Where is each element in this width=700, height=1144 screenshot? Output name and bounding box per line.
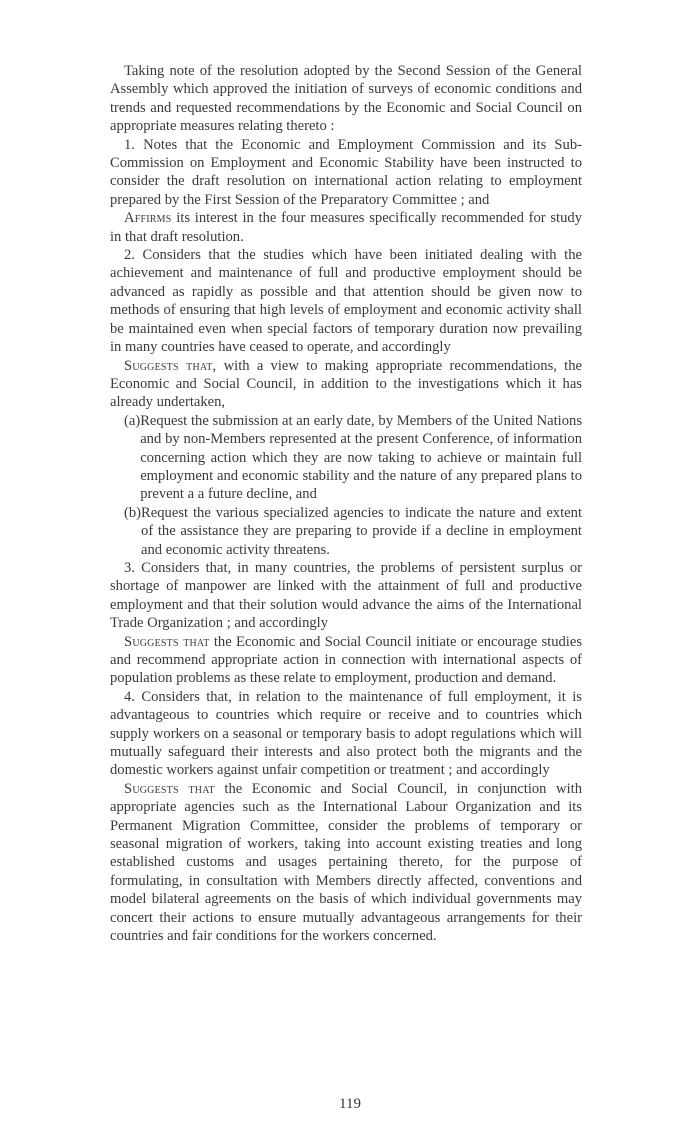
sub-item-a-text: Request the submission at an early date, by Members of the United Nations and by non-Members represented at the present Conference, of information concerning action which they are now taking to achieve or maintain full employment and economic stability and the nature of any prepared plans to prevent a a future decline, and bbox=[140, 412, 582, 503]
affirms-text: its interest in the four measures specifically recommended for study in that draft resolution. bbox=[110, 210, 582, 245]
suggests-lead-1: Suggests that, bbox=[124, 357, 217, 374]
sub-item-b bbox=[110, 504, 582, 559]
sub-item-a bbox=[110, 412, 582, 504]
suggests-paragraph-1 bbox=[110, 357, 582, 412]
page-number: 119 bbox=[339, 1096, 361, 1112]
suggests-text-2: the Economic and Social Council initiate or encourage studies and recommend appropriate action in connection with international aspects of population problems as these relate to employment, production and demand. bbox=[110, 633, 582, 687]
suggests-paragraph-2 bbox=[110, 633, 582, 688]
document-body bbox=[110, 62, 582, 946]
paragraph-2: 2. Considers that the studies which have been initiated dealing with the achievement and maintenance of full and productive employment should be advanced as rapidly as possible and that attention should be given now to methods of ensuring that high levels of employment and economic activity shall be maintained even when special factors of temporary duration now prevailing in many countries have ceased to operate, and accordingly bbox=[110, 247, 582, 356]
sub-item-a-label: (a) bbox=[124, 412, 141, 429]
suggests-lead-2: Suggests that bbox=[124, 633, 210, 650]
paragraph-4: 4. Considers that, in relation to the maintenance of full employment, it is advantageous to countries which require or receive and to countries which supply workers on a seasonal or temporary basis to adopt regulations which will mutually safeguard their interests and also protect both the migrants and the domestic workers against unfair competition or treatment ; and accordingly bbox=[110, 688, 582, 779]
suggests-text-3: the Economic and Social Council, in conjunction with appropriate agencies such as the International Labour Organization and its Permanent Migration Committee, consider the problems of temporary or seasonal migration of workers, taking into account existing treaties and long established customs and usages pertaining thereto, for the purpose of formulating, in consultation with Members directly affected, conventions and model bilateral agreements on the basis of which individual governments may concert their actions to ensure mutually advantageous arrangements for their countries and fair conditions for the workers concerned. bbox=[110, 780, 582, 945]
affirms-lead: Affirms bbox=[124, 210, 172, 227]
paragraph-1: 1. Notes that the Economic and Employment Commission and its Sub-Commission on Employment and Economic Stability have been instructed to consider the draft resolution on international action relating to employment prepared by the First Session of the Preparatory Committee ; and bbox=[110, 136, 582, 208]
affirms-paragraph bbox=[110, 209, 582, 246]
suggests-lead-3: Suggests that bbox=[124, 780, 215, 797]
intro-paragraph: Taking note of the resolution adopted by the Second Session of the General Assembly which approved the initiation of surveys of economic conditions and trends and requested recommendations by the Economic and Social Council on appropriate measures relating thereto : bbox=[110, 63, 582, 135]
sub-item-b-label: (b) bbox=[124, 504, 142, 521]
sub-item-b-text: Request the various specialized agencies to indicate the nature and extent of the assistance they are preparing to provide if a decline in employment and economic activity threatens. bbox=[141, 504, 582, 558]
paragraph-3: 3. Considers that, in many countries, the problems of persistent surplus or shortage of manpower are linked with the attainment of full and productive employment and that their solution would advance the aims of the International Trade Organization ; and accordingly bbox=[110, 559, 582, 632]
suggests-paragraph-3 bbox=[110, 780, 582, 946]
suggests-text-1: with a view to making appropriate recommendations, the Economic and Social Council, in addition to the investigations which it has already undertaken, bbox=[110, 357, 582, 411]
